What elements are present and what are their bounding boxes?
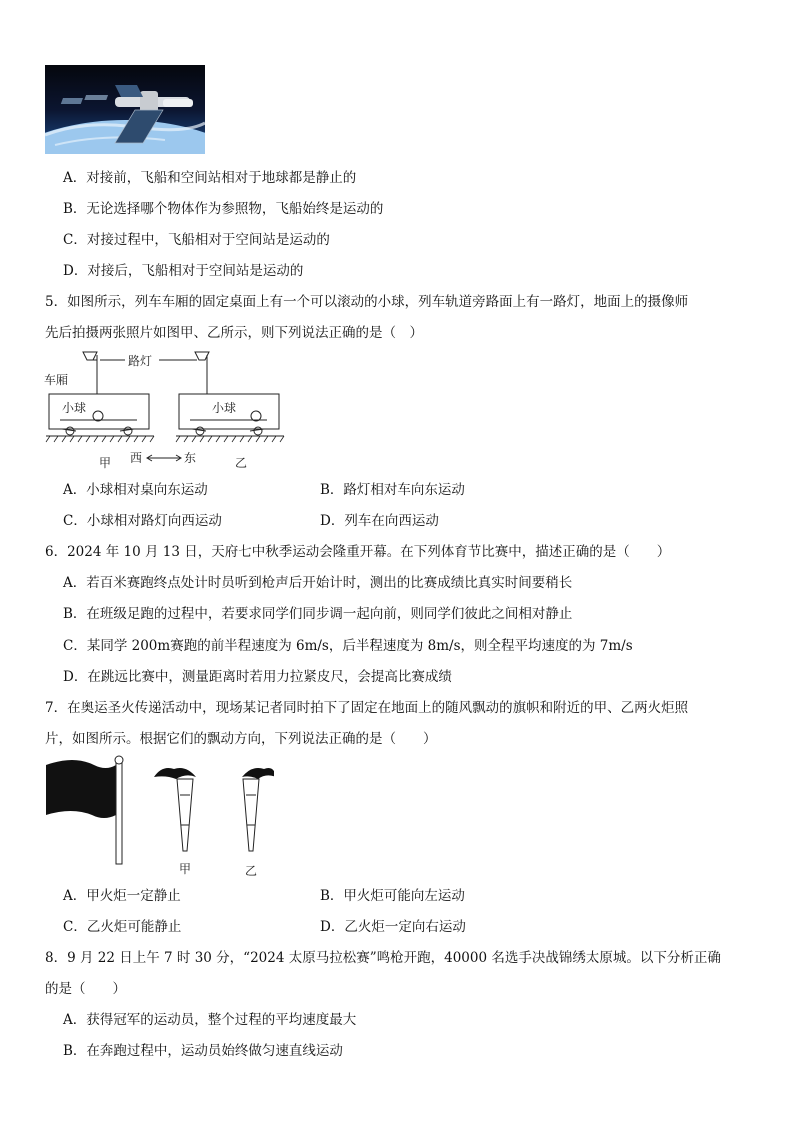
q6-option-b: B．在班级足跑的过程中，若要求同学们同步调一起向前，则同学们彼此之间相对静止: [63, 606, 573, 622]
q8-option-b: B．在奔跑过程中，运动员始终做匀速直线运动: [63, 1043, 343, 1059]
torch-yi-label: 乙: [245, 864, 258, 878]
west-label: 西: [130, 451, 143, 465]
q7-option-b: B．甲火炬可能向左运动: [320, 888, 465, 904]
q4-option-b: B．无论选择哪个物体作为参照物，飞船始终是运动的: [63, 201, 384, 217]
q4-option-c: C．对接过程中，飞船相对于空间站是运动的: [63, 232, 330, 248]
q4-option-d: D．对接后，飞船相对于空间站是运动的: [63, 263, 304, 279]
q5-option-d: D．列车在向西运动: [320, 513, 439, 529]
ball-label-left: 小球: [62, 401, 87, 415]
q8-stem-line1: 8．9 月 22 日上午 7 时 30 分，“2024 太原马拉松赛”鸣枪开跑，40000 名选手决战锦绣太原城。以下分析正确: [45, 950, 721, 966]
q6-option-c: C．某同学 200m赛跑的前半程速度为 6m/s，后半程速度为 8m/s，则全程平均速度的为 7m/s: [63, 638, 633, 654]
q5-figure: [42, 350, 292, 475]
q7-option-d: D．乙火炬一定向右运动: [320, 919, 466, 935]
q5-stem-line1: 5．如图所示，列车车厢的固定桌面上有一个可以滚动的小球，列车轨道旁路面上有一路灯，地面上的摄像师: [45, 294, 689, 310]
q6-option-a: A．若百米赛跑终点处计时员听到枪声后开始计时，测出的比赛成绩比真实时间要稍长: [63, 575, 573, 591]
q6-stem-line1: 6．2024 年 10 月 13 日，天府七中秋季运动会隆重开幕。在下列体育节比赛中，描述正确的是（ ）: [45, 544, 671, 560]
q7-stem-line1: 7．在奥运圣火传递活动中，现场某记者同时拍下了固定在地面上的随风飘动的旗帜和附近的甲、乙两火炬照: [45, 700, 689, 716]
car-label: 车厢: [44, 373, 69, 387]
q6-option-d: D．在跳远比赛中，测量距离时若用力拉紧皮尺，会提高比赛成绩: [63, 669, 452, 685]
ball-label-right: 小球: [212, 401, 237, 415]
q5-option-b: B．路灯相对车向东运动: [320, 482, 465, 498]
q5-option-c: C．小球相对路灯向西运动: [63, 513, 222, 529]
q8-stem-line2: 的是（ ）: [45, 981, 126, 997]
q5-option-a: A．小球相对桌向东运动: [63, 482, 208, 498]
q5-stem-line2: 先后拍摄两张照片如图甲、乙所示，则下列说法正确的是（ ）: [45, 325, 423, 341]
q7-option-a: A．甲火炬一定静止: [63, 888, 181, 904]
q7-stem-line2: 片，如图所示。根据它们的飘动方向，下列说法正确的是（ ）: [45, 731, 437, 747]
q8-option-a: A．获得冠军的运动员，整个过程的平均速度最大: [63, 1012, 357, 1028]
east-label: 东: [184, 451, 197, 465]
q4-option-a: A．对接前，飞船和空间站相对于地球都是静止的: [63, 170, 357, 186]
space-station-photo: [45, 65, 205, 154]
torch-jia-label: 甲: [179, 862, 192, 876]
lamp-label: 路灯: [128, 354, 153, 368]
q7-figure: [44, 755, 274, 880]
jia-label: 甲: [99, 456, 112, 470]
q7-option-c: C．乙火炬可能静止: [63, 919, 182, 935]
yi-label: 乙: [235, 456, 248, 470]
